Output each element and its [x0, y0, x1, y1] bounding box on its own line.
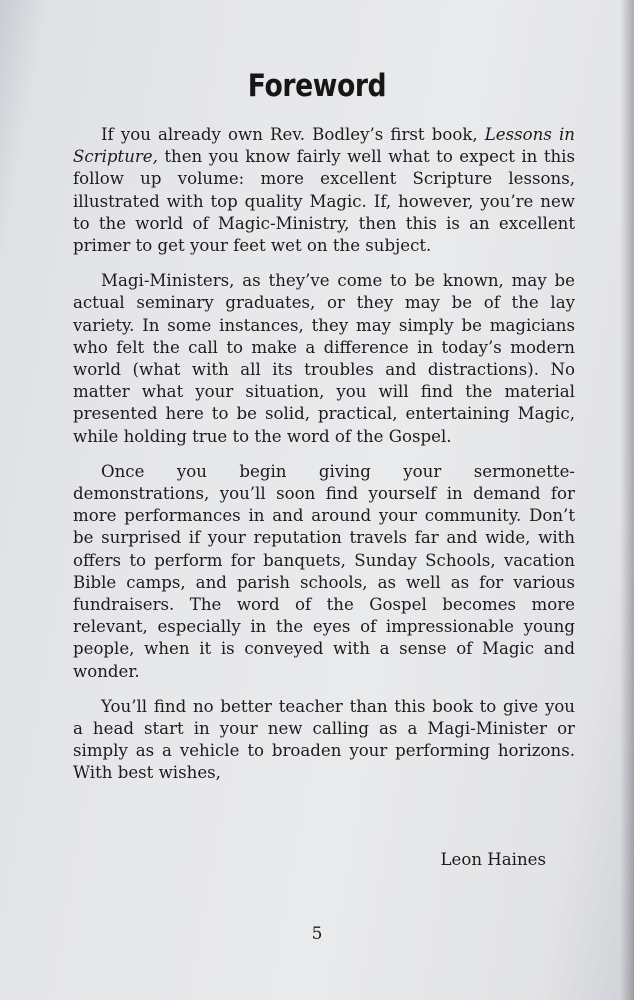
page-title: Foreword: [247, 68, 387, 104]
paragraph-4: You’ll find no better teacher than this book to give you a head start in your new calling as a Magi-Minister or simply as a vehicle to broaden your performing horizons. With best wishes,: [73, 696, 575, 783]
paragraph-2: Magi-Ministers, as they’ve come to be known, may be actual seminary graduates, or they may be of the lay variety. In some instances, they may simply be magicians who felt the call to make a difference in today’s modern world (what with all its troubles and distractions). No matter what your situation, you will find the material presented here to be solid, practical, entertaining Magic, while holding true to the word of the Gospel.: [73, 271, 575, 446]
page-number: 5: [311, 924, 323, 944]
paragraph-1-end: then you know fairly well what to expect in this follow up volume: more excellent Scripture lessons, illustrated with top quality Magic. If, however, you’re new to the world of Magic-Ministry, then this is an excellent primer to get your feet wet on the subject.: [73, 147, 575, 256]
paragraph-1: [73, 124, 575, 257]
foreword-body: [73, 124, 575, 798]
author-signature: Leon Haines: [440, 850, 546, 869]
paragraph-3: Once you begin giving your sermonette-demonstrations, you’ll soon find yourself in demand for more performances in and around your community. Don’t be surprised if your reputation travels far and wide, with offers to perform for banquets, Sunday Schools, vacation Bible camps, and parish schools, as well as for various fundraisers. The word of the Gospel becomes more relevant, especially in the eyes of impressionable young people, when it is conveyed with a sense of Magic and wonder.: [73, 461, 575, 681]
paragraph-1-start: If you already own Rev. Bodley’s first book,: [101, 125, 485, 144]
book-title-italic: Lessons in Scripture,: [73, 125, 575, 167]
